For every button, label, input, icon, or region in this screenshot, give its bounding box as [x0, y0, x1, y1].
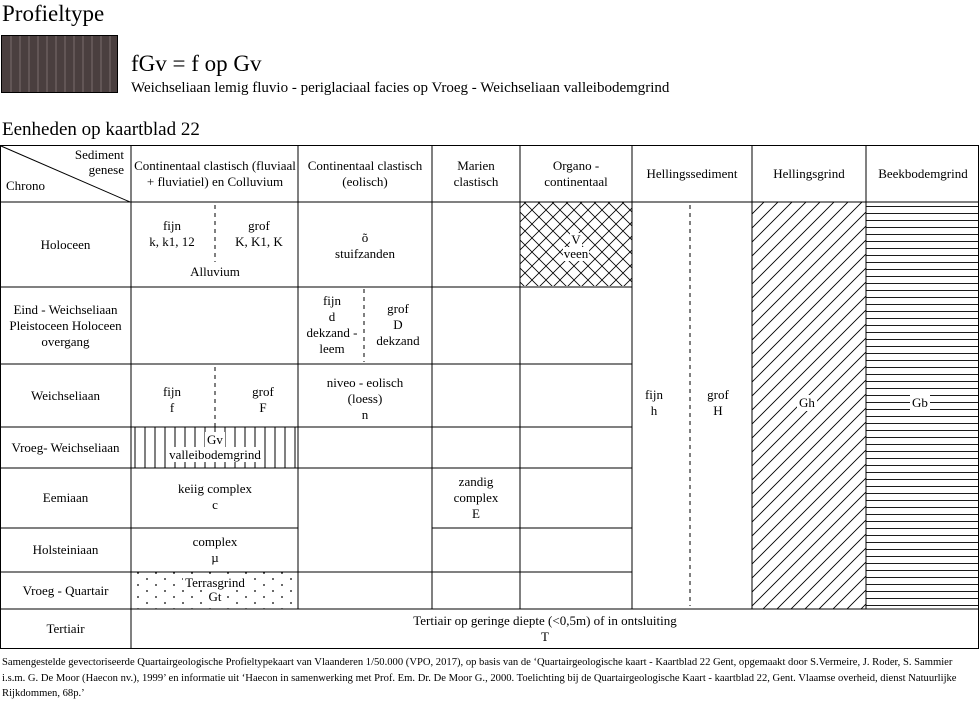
cell-holoceen-fijn: fijn k, k1, 12	[149, 218, 195, 249]
col-header-continentaal-fluviaal: Continentaal clastisch (fluviaal + fluviatiel) en Colluvium	[134, 158, 296, 189]
cell-helling-fijn: fijn h	[644, 387, 664, 418]
cell-hellingsgrind: Gh	[799, 395, 815, 410]
cell-holoceen-grof: grof K, K1, K	[235, 218, 283, 249]
row-header-eind-weichseliaan: Eind - Weichseliaan Pleistoceen Holoceen overgang	[9, 301, 122, 349]
row-header-vroeg-weichseliaan: Vroeg- Weichseliaan	[11, 439, 120, 455]
cell-helling-grof: grof H	[707, 387, 729, 418]
cell-alluvium: Alluvium	[190, 264, 240, 279]
row-header-holoceen: Holoceen	[40, 236, 91, 252]
corner-genese: genese	[88, 162, 124, 177]
cell-beekbodemgrind: Gb	[912, 395, 928, 410]
cell-dekzand-fijn: fijn d dekzand - leem	[306, 293, 358, 356]
legend-code: fGv = f op Gv	[131, 51, 262, 76]
cell-complex-mu: complex µ	[192, 534, 238, 565]
col-header-beekbodemgrind: Beekbodemgrind	[878, 166, 968, 181]
source-footnote: Samengestelde gevectoriseerde Quartairgeologische Profieltypekaart van Vlaanderen 1/50.000 (VPO, 2017), op basis van de ‘Quartairgeologische kaart - Kaartblad 22 Gent, opgemaakt door S.Vermeire, J. Roder, S. Sammier i.s.m. G. De Moor (Haecon nv.), 1999’ en informatie uit ‘Haecon in samenwerking met Prof. Em. Dr. De Moor G., 2000. Toelichting bij de Quartairgeologische Kaart - kaartblad 22, Gent. Vlaamse overheid, dienst Natuurlijke Rijkdommen, 68p.’	[2, 657, 957, 700]
col-header-marien: Marien clastisch	[453, 158, 499, 189]
cell-stuifzanden: õ stuifzanden	[335, 230, 395, 261]
cell-keiig-complex: keiig complex c	[177, 481, 252, 512]
col-header-organo: Organo - continentaal	[544, 158, 608, 189]
cell-loess: niveo - eolisch (loess) n	[326, 375, 404, 422]
cell-weichsel-grof: grof F	[252, 384, 274, 415]
corner-sediment: Sediment	[74, 147, 124, 162]
row-header-eemiaan: Eemiaan	[42, 490, 89, 505]
col-header-continentaal-eolisch: Continentaal clastisch (eolisch)	[307, 158, 423, 189]
col-header-hellingssediment: Hellingssediment	[646, 166, 738, 181]
cell-veen: V veen	[563, 232, 589, 261]
cell-tertiair: Tertiair op geringe diepte (<0,5m) of in ontsluiting T	[413, 613, 677, 644]
cell-zandig-complex: zandig complex E	[453, 474, 499, 521]
row-header-vroeg-quartair: Vroeg - Quartair	[22, 582, 109, 598]
cell-dekzand-grof: grof D dekzand	[376, 301, 420, 348]
corner-chrono: Chrono	[6, 178, 45, 193]
legend-description: Weichseliaan lemig fluvio - periglaciaal facies op Vroeg - Weichseliaan valleibodemgrind	[131, 80, 670, 96]
row-header-tertiair: Tertiair	[46, 621, 85, 636]
page-title: Profieltype	[2, 1, 105, 26]
row-header-holsteiniaan: Holsteiniaan	[32, 542, 99, 557]
cell-terrasgrind: Terrasgrind Gt	[185, 575, 245, 604]
row-header-weichseliaan: Weichseliaan	[31, 387, 100, 403]
cell-weichsel-fijn: fijn f	[162, 384, 182, 415]
cell-valleibodemgrind: Gv valleibodemgrind	[169, 432, 261, 462]
col-header-hellingsgrind: Hellingsgrind	[773, 166, 845, 181]
units-heading: Eenheden op kaartblad 22	[2, 119, 200, 140]
